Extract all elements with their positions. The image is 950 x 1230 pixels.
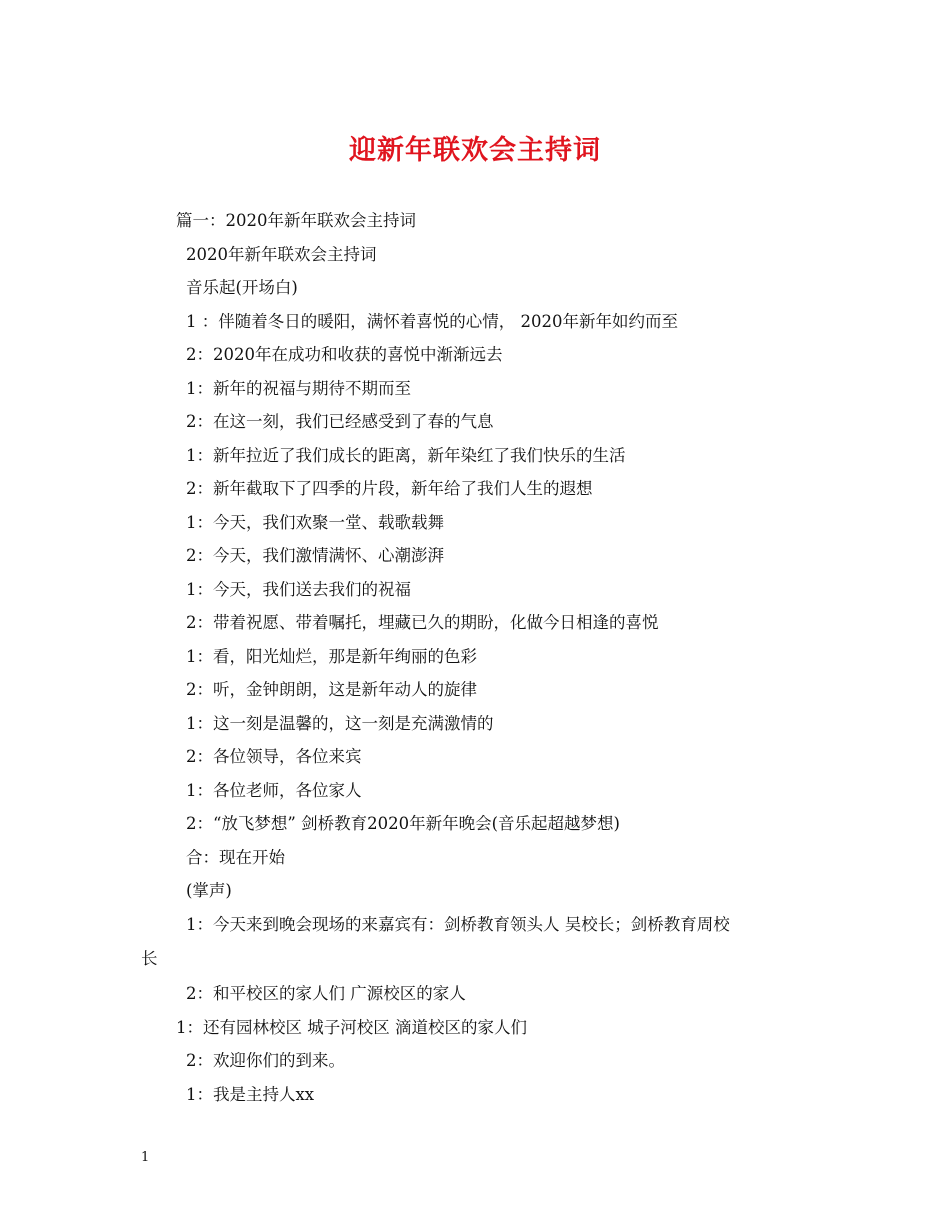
text-line: (掌声) — [186, 881, 232, 900]
text-line: 2：在这一刻，我们已经感受到了春的气息 — [186, 412, 494, 431]
text-line: 2：新年截取下了四季的片段，新年给了我们人生的遐想 — [186, 479, 593, 498]
text-line: 2：听，金钟朗朗，这是新年动人的旋律 — [186, 680, 477, 699]
text-line: 2：和平校区的家人们 广源校区的家人 — [186, 984, 466, 1003]
text-line: 1：今天来到晚会现场的来嘉宾有：剑桥教育领头人 吴校长；剑桥教育周校 — [186, 915, 730, 934]
text-line: 2：“放飞梦想” 剑桥教育2020年新年晚会(音乐起超越梦想) — [186, 814, 620, 833]
text-line: 1：我是主持人xx — [186, 1085, 315, 1104]
text-line: 1：这一刻是温馨的，这一刻是充满激情的 — [186, 714, 494, 733]
text-line: 2：带着祝愿、带着嘱托，埋藏已久的期盼，化做今日相逢的喜悦 — [186, 613, 659, 632]
text-line: 1：还有园林校区 城子河校区 滴道校区的家人们 — [176, 1018, 527, 1037]
text-line: 合：现在开始 — [186, 848, 285, 867]
text-line: 1：新年的祝福与期待不期而至 — [186, 379, 411, 398]
text-line: 1：各位老师，各位家人 — [186, 781, 362, 800]
text-line: 2：各位领导，各位来宾 — [186, 747, 362, 766]
text-line: 2：今天，我们激情满怀、心潮澎湃 — [186, 546, 444, 565]
text-line: 篇一：2020年新年联欢会主持词 — [176, 211, 416, 230]
text-line: 1：今天，我们送去我们的祝福 — [186, 580, 411, 599]
text-line: 2：欢迎你们的到来。 — [186, 1051, 345, 1070]
page-number: 1 — [141, 1150, 150, 1165]
text-line: 1：看，阳光灿烂，那是新年绚丽的色彩 — [186, 647, 477, 666]
text-line: 长 — [141, 949, 158, 968]
text-line: 1 ：伴随着冬日的暖阳，满怀着喜悦的心情， 2020年新年如约而至 — [186, 312, 678, 331]
text-line: 2020年新年联欢会主持词 — [186, 245, 377, 264]
text-line: 1：今天，我们欢聚一堂、载歌载舞 — [186, 513, 444, 532]
text-line: 音乐起(开场白) — [186, 278, 298, 297]
text-line: 1：新年拉近了我们成长的距离，新年染红了我们快乐的生活 — [186, 446, 626, 465]
text-line: 2：2020年在成功和收获的喜悦中渐渐远去 — [186, 345, 503, 364]
document-title: 迎新年联欢会主持词 — [349, 135, 601, 166]
